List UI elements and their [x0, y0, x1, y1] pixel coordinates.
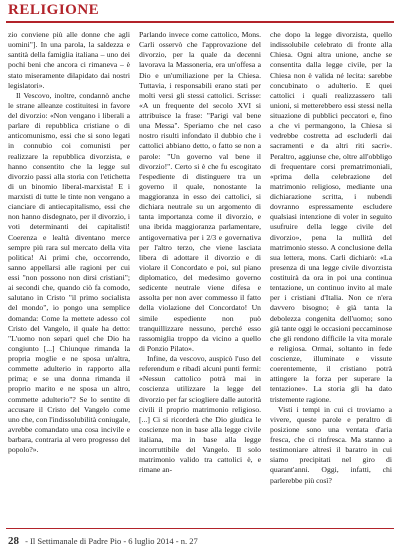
page-number: 28: [8, 535, 19, 547]
paragraph: che dopo la legge divorzista, quello indissolubile celebrato di fronte alla Chiesa. Ogni altra unione, anche se consentita dalla legge civile, per la Chiesa non è valida né lecita: sarebbe concubinato o adulterio. E quei cattolici i quali realizzassero tali unioni, si metterebbero essi stessi nella situazione di pubblici peccatori e, fino a che vi permangono, la Chiesa si vedrebbe costretta ad escluderli dai sacramenti e da altri riti sacri». Peraltro, aggiunse che, oltre all'obbligo di frequentare corsi prematrimoniali, «prima della celebrazione del matrimonio religioso, mediante una dichiarazione scritta, i nubendi dovranno espressamente escludere qualsiasi intenzione di voler in seguito usufruire della legge civile del divorzio», pena la nullità del matrimonio stesso. A conclusione della sua lettera, mons. Carli dichiarò: «La presenza di una legge civile divorzista costituirà da ora in poi una continua tentazione, un continuo invito al male per i cristiani d'Italia. Non ce n'era davvero bisogno; è già tanta la debolezza congenita dell'uomo; sono già tante oggi le occasioni peccaminose che gli rendono difficile la vita morale e religiosa. Ormai, soltanto in fede coscienze, illuminate e vissute coerentemente, il cristiano potrà attingere la forza per superare la tentazione». La storia gli ha dato tristemente ragione.: [270, 30, 392, 404]
paragraph: Il Vescovo, inoltre, condannò anche le strane alleanze costituitesi in favore del divorzio: «Non vengano i liberali a parlare di repubblica cristiane o di anticomunismo, essi che si sono legati in connubio coi comunisti per realizzare la repubblica divorzista, e hanno consentito che la legge sul divorzio passi alla storia con l'etichetta di un binomio liberal-marxista! E i marxisti di tutte le tinte non vengano a cianciare di antiecapitalismo, essi che non hanno disdegnato, per il divorzio, i voti determinanti dei capitalisti! Coerenza e lealtà diventano merce sempre più rara sul mercato della vita politica! Ai primi che, occorrendo, sanno appellarsi alle ragioni per cui essi "non possono non dirsi cristiani"; ai secondi che, quando ciò fa comodo, salutano in Cristo "il primo socialista del mondo", io pongo una semplice domanda: Come la mettete adesso col Cristo del Vangelo, il quale ha detto: "L'uomo non separi quel che Dio ha congiunto [...] Chiunque rimanda la propria moglie e ne sposa un'altra, commette adulterio in rapporto alla prima; e se una donna rimanda il proprio marito e ne sposa un altro, commette adulterio"? Se lo sentite di accusare il Cristo del Vangelo come uno che, con l'indissolubilità coniugale, avrebbe comandato una cosa incivile e barbara, contraria al vero progresso del popolo?».: [8, 90, 130, 455]
text-column-1: [8, 30, 130, 522]
section-title: RELIGIONE: [8, 2, 100, 18]
footer-divider: [6, 528, 394, 529]
header-divider: [6, 21, 394, 23]
text-column-2: [139, 30, 261, 522]
section-header: [0, 0, 400, 24]
publication-info: - Il Settimanale di Padre Pio - 6 luglio 2014 - n. 27: [25, 536, 198, 546]
paragraph: Parlando invece come cattolico, Mons. Carli osservò che l'approvazione del divorzio, per la quale da decenni lavorava la Massoneria, era un'offesa a Dio e un'umiliazione per la Chiesa. Tuttavia, i responsabili erano stati per molti versi gli stessi cattolici. Scrisse: «A un frequente del secolo XVI si attribuisce la frase: "Parigi val bene una Messa". Speriamo che nel caso nostro risulti infondato il dubbio che i cattolici abbiano detto, o fatto se non a parole: "Un governo val bene il divorzio!". Certo si è che fu escogitato l'espediente di distinguere tra un governo il quale, nonostante la maggioranza in esso dei cattolici, si dichiara neutrale su un argomento di tanta importanza come il divorzio, e una ibrida maggioranza parlamentare, antigovernativa per i 2/3 e governativa per l'altro terzo, che viene lasciata libera di adottare il divorzio e di violare il Concordato e poi, sul piano diplomatico, del medesimo governo sedicente neutrale viene difesa e assolta per non aver commesso il fatto della violazione del Concordato! Un simile espediente non può tranquillizzare nessuno, perché esso rassomiglia troppo da vicino a quello di Ponzio Pilato».: [139, 30, 261, 353]
paragraph: Visti i tempi in cui ci troviamo a vivere, queste parole e peraltro di posizione sono una ventata d'aria fresca, che ci rinfresca. Ma stanno a testimoniare altresì il baratro in cui siamo precipitati nel giro di quarant'anni. Oggi, infatti, chi parlerebbe più così?: [270, 404, 392, 485]
paragraph: Infine, da vescovo, auspicò l'uso del referendum e ribadì alcuni punti fermi: «Nessun cattolico potrà mai in coscienza utilizzare la legge del divorzio per far sciogliere dalle autorità civili il proprio matrimonio religioso. [...] Ci si ricorderà che Dio giudica le coscienze non in base alla legge civile italiana, ma in base alla legge incorruttibile del Vangelo. Il solo matrimonio valido tra cattolici è, e rimane an-: [139, 354, 261, 475]
page-footer: [8, 535, 198, 547]
text-column-3: [270, 30, 392, 522]
paragraph: zio conviene più alle donne che agli uomini"]. In una parola, la saldezza e santità della famiglia italiana – uno dei pochi beni che ancora ci rimaneva – è stato miseramente dilapidato dai nostri legislatori».: [8, 30, 130, 90]
